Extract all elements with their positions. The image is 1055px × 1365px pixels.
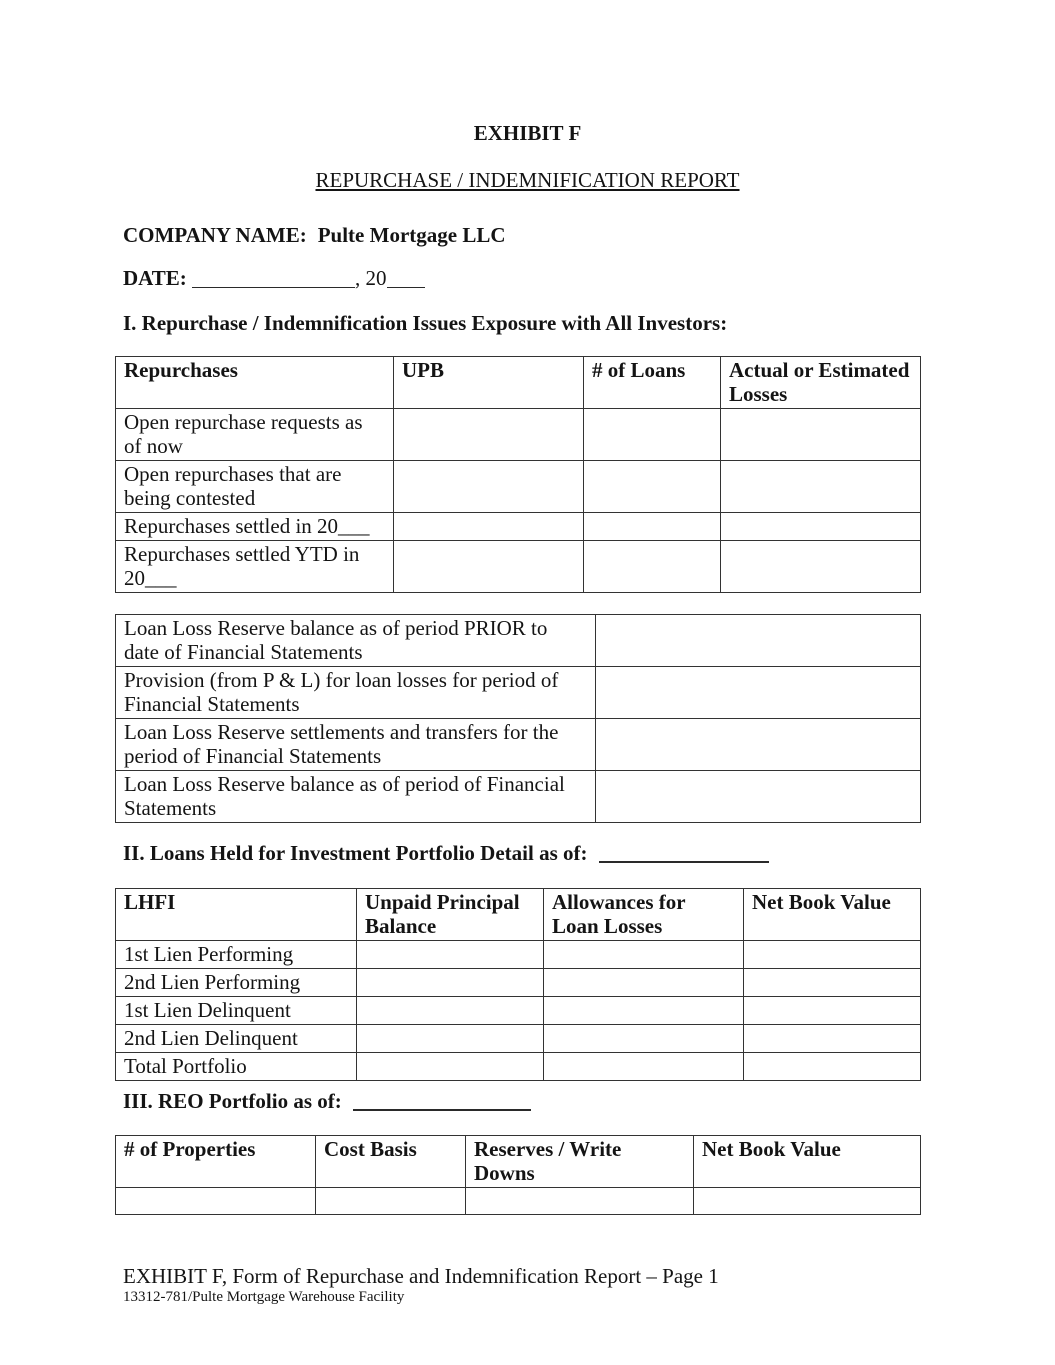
empty-cell <box>544 1025 744 1053</box>
row-label: 2nd Lien Performing <box>116 969 357 997</box>
column-header: Allowances for Loan Losses <box>544 889 744 941</box>
empty-cell <box>357 997 544 1025</box>
empty-cell <box>721 541 921 593</box>
column-header: UPB <box>394 357 584 409</box>
empty-cell <box>394 541 584 593</box>
empty-cell <box>116 1188 316 1215</box>
empty-cell <box>744 1053 921 1081</box>
company-label: COMPANY NAME: <box>123 223 307 247</box>
report-title-line <box>115 168 940 192</box>
empty-cell <box>544 997 744 1025</box>
table-row <box>116 941 921 969</box>
repurchases-table <box>115 356 921 593</box>
empty-cell <box>596 771 921 823</box>
empty-cell <box>721 513 921 541</box>
page-footer <box>123 1264 719 1306</box>
empty-cell <box>584 461 721 513</box>
column-header: # of Properties <box>116 1136 316 1188</box>
empty-cell <box>357 1053 544 1081</box>
table-row <box>116 969 921 997</box>
table-row <box>116 719 921 771</box>
row-label: 2nd Lien Delinquent <box>116 1025 357 1053</box>
table-row <box>116 615 921 667</box>
company-value: Pulte Mortgage LLC <box>317 223 506 247</box>
table-header-row <box>116 889 921 941</box>
empty-cell <box>357 1025 544 1053</box>
table-header-row <box>116 357 921 409</box>
empty-cell <box>394 513 584 541</box>
empty-cell <box>466 1188 694 1215</box>
row-label: 1st Lien Performing <box>116 941 357 969</box>
empty-cell <box>544 941 744 969</box>
section2-date-blank <box>599 859 769 863</box>
row-label: Loan Loss Reserve balance as of period PRIOR to date of Financial Statements <box>116 615 596 667</box>
empty-cell <box>744 969 921 997</box>
company-line <box>123 223 920 247</box>
date-line <box>123 266 920 290</box>
empty-cell <box>596 615 921 667</box>
empty-cell <box>357 941 544 969</box>
table-row <box>116 771 921 823</box>
table-row <box>116 1025 921 1053</box>
empty-cell <box>544 969 744 997</box>
column-header: Reserves / Write Downs <box>466 1136 694 1188</box>
loan-loss-reserve-table <box>115 614 921 823</box>
table-row <box>116 997 921 1025</box>
row-label: Repurchases settled in 20___ <box>116 513 394 541</box>
empty-cell <box>394 461 584 513</box>
empty-cell <box>721 461 921 513</box>
table-row <box>116 667 921 719</box>
row-label: Loan Loss Reserve balance as of period of Financial Statements <box>116 771 596 823</box>
table-row <box>116 409 921 461</box>
table-row <box>116 513 921 541</box>
empty-cell <box>584 409 721 461</box>
date-suffix: , 20 <box>355 266 387 290</box>
row-label: Open repurchases that are being contested <box>116 461 394 513</box>
row-label: Provision (from P & L) for loan losses for period of Financial Statements <box>116 667 596 719</box>
date-blank <box>192 285 355 288</box>
date-year-blank <box>387 285 425 288</box>
empty-cell <box>584 541 721 593</box>
empty-cell <box>744 1025 921 1053</box>
table-row <box>116 1053 921 1081</box>
empty-cell <box>394 409 584 461</box>
empty-cell <box>596 719 921 771</box>
section1-heading: I. Repurchase / Indemnification Issues Exposure with All Investors: <box>123 311 728 335</box>
column-header: Cost Basis <box>316 1136 466 1188</box>
row-label: Total Portfolio <box>116 1053 357 1081</box>
reo-table <box>115 1135 921 1215</box>
empty-cell <box>596 667 921 719</box>
row-label: Open repurchase requests as of now <box>116 409 394 461</box>
section2-heading <box>123 841 920 865</box>
empty-cell <box>721 409 921 461</box>
footer-line2: 13312-781/Pulte Mortgage Warehouse Facility <box>123 1289 405 1305</box>
section3-heading-text: III. REO Portfolio as of: <box>123 1089 342 1113</box>
table-header-row <box>116 1136 921 1188</box>
row-label: Loan Loss Reserve settlements and transfers for the period of Financial Statements <box>116 719 596 771</box>
row-label: Repurchases settled YTD in 20___ <box>116 541 394 593</box>
exhibit-title: EXHIBIT F <box>473 121 582 145</box>
section3-date-blank <box>353 1107 531 1111</box>
empty-cell <box>316 1188 466 1215</box>
column-header: # of Loans <box>584 357 721 409</box>
column-header: Unpaid Principal Balance <box>357 889 544 941</box>
column-header: Net Book Value <box>744 889 921 941</box>
column-header: Actual or Estimated Losses <box>721 357 921 409</box>
column-header: LHFI <box>116 889 357 941</box>
footer-line1: EXHIBIT F, Form of Repurchase and Indemnification Report – Page 1 <box>123 1264 719 1288</box>
table-row <box>116 461 921 513</box>
column-header: Repurchases <box>116 357 394 409</box>
report-title: REPURCHASE / INDEMNIFICATION REPORT <box>315 168 740 192</box>
table-row <box>116 1188 921 1215</box>
date-label: DATE: <box>123 266 187 290</box>
empty-cell <box>357 969 544 997</box>
lhfi-table <box>115 888 921 1081</box>
column-header: Net Book Value <box>694 1136 921 1188</box>
empty-cell <box>744 997 921 1025</box>
table-row <box>116 541 921 593</box>
row-label: 1st Lien Delinquent <box>116 997 357 1025</box>
empty-cell <box>694 1188 921 1215</box>
section3-heading <box>123 1089 920 1113</box>
empty-cell <box>744 941 921 969</box>
section2-heading-text: II. Loans Held for Investment Portfolio Detail as of: <box>123 841 588 865</box>
empty-cell <box>584 513 721 541</box>
empty-cell <box>544 1053 744 1081</box>
